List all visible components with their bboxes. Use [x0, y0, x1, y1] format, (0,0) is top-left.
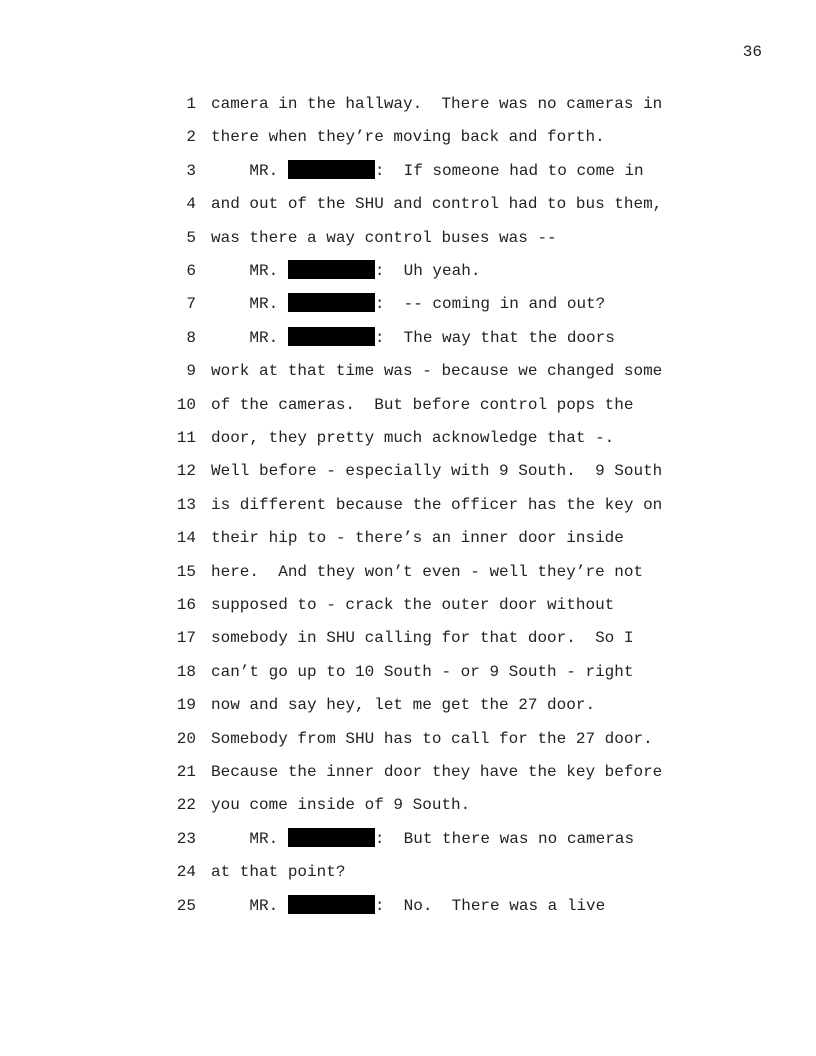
line-number: 4: [186, 195, 196, 214]
line-text-segment: MR.: [211, 896, 288, 915]
line-text-segment: of the cameras. But before control pops the: [211, 395, 634, 414]
line-text-segment: work at that time was - because we changed some: [211, 362, 663, 381]
line-text-segment: camera in the hallway. There was no cameras in: [211, 95, 663, 113]
line-text: [211, 426, 614, 450]
line-text: [211, 192, 662, 216]
line-text: [211, 660, 633, 684]
line-text: [211, 159, 644, 183]
line-text: [211, 493, 662, 517]
line-text: [211, 693, 595, 717]
line-text-segment: somebody in SHU calling for that door. So I: [211, 629, 634, 648]
line-number: 5: [186, 228, 196, 247]
line-text-segment: MR.: [211, 161, 288, 180]
redaction-bar: [288, 260, 375, 279]
redaction-bar: [288, 293, 375, 312]
line-text-segment: MR.: [211, 262, 288, 280]
line-text-segment: door, they pretty much acknowledge that -.: [211, 429, 615, 447]
line-number: 14: [176, 529, 196, 548]
line-number: 7: [186, 295, 196, 314]
line-text-segment: : No. There was a live: [374, 896, 606, 915]
line-number: 15: [176, 562, 196, 581]
line-number: 12: [176, 462, 196, 481]
line-text-segment: : The way that the doors: [374, 328, 615, 347]
redaction-bar: [288, 327, 375, 346]
line-text: [211, 393, 633, 417]
line-text: [211, 560, 643, 584]
redaction-bar: [288, 160, 375, 179]
line-text-segment: Well before - especially with 9 South. 9 South: [211, 462, 663, 481]
line-number: 2: [186, 128, 196, 147]
line-number: 24: [176, 863, 196, 882]
line-text-segment: can’t go up to 10 South - or 9 South - right: [211, 662, 634, 681]
line-text-segment: now and say hey, let me get the 27 door.: [211, 696, 596, 715]
line-text: [211, 727, 653, 751]
redaction-bar: [288, 828, 375, 847]
line-text-segment: : If someone had to come in: [374, 161, 644, 180]
line-text: [211, 125, 605, 149]
line-number: 21: [176, 763, 196, 781]
line-number: 22: [176, 796, 196, 815]
line-text-segment: Somebody from SHU has to call for the 27 door.: [211, 729, 653, 748]
line-number: 23: [176, 829, 196, 848]
line-number: 8: [186, 328, 196, 347]
line-number: 6: [186, 262, 196, 280]
line-number: 18: [176, 662, 196, 681]
line-text-segment: : -- coming in and out?: [374, 295, 606, 314]
line-text-segment: : Uh yeah.: [374, 262, 481, 280]
line-number: 11: [176, 429, 196, 447]
line-number: 1: [186, 95, 196, 113]
page-number: 36: [742, 43, 762, 61]
line-text-segment: MR.: [211, 829, 288, 848]
line-number: 13: [176, 495, 196, 514]
line-text-segment: there when they’re moving back and forth.: [211, 128, 605, 147]
line-text-segment: : But there was no cameras: [374, 829, 635, 848]
line-text: [211, 226, 557, 250]
line-text: [211, 359, 662, 383]
line-number: 3: [186, 161, 196, 180]
line-text-segment: is different because the officer has the key on: [211, 495, 663, 514]
line-text: [211, 526, 624, 550]
line-text: [211, 259, 480, 283]
line-text: [211, 793, 470, 817]
line-text-segment: here. And they won’t even - well they’re not: [211, 562, 644, 581]
line-text: [211, 326, 615, 350]
line-text: [211, 593, 614, 617]
line-text-segment: their hip to - there’s an inner door inside: [211, 529, 624, 548]
line-text: [211, 292, 605, 316]
line-text-segment: and out of the SHU and control had to bus them,: [211, 195, 663, 214]
line-text: [211, 894, 605, 918]
line-text: [211, 827, 634, 851]
line-text-segment: MR.: [211, 328, 288, 347]
line-number: 17: [176, 629, 196, 648]
line-text-segment: supposed to - crack the outer door without: [211, 596, 615, 614]
line-text: [211, 92, 662, 116]
line-number: 16: [176, 596, 196, 614]
line-text-segment: Because the inner door they have the key before: [211, 763, 663, 781]
line-number: 19: [176, 696, 196, 715]
line-number: 20: [176, 729, 196, 748]
line-number: 25: [176, 896, 196, 915]
line-text-segment: you come inside of 9 South.: [211, 796, 471, 815]
line-text-segment: was there a way control buses was --: [211, 228, 557, 247]
line-text: [211, 860, 345, 884]
line-text-segment: at that point?: [211, 863, 346, 882]
line-text: [211, 459, 662, 483]
line-number: 10: [176, 395, 196, 414]
line-text-segment: MR.: [211, 295, 288, 314]
redaction-bar: [288, 895, 375, 914]
line-number: 9: [186, 362, 196, 381]
line-text: [211, 760, 662, 784]
line-text: [211, 626, 633, 650]
